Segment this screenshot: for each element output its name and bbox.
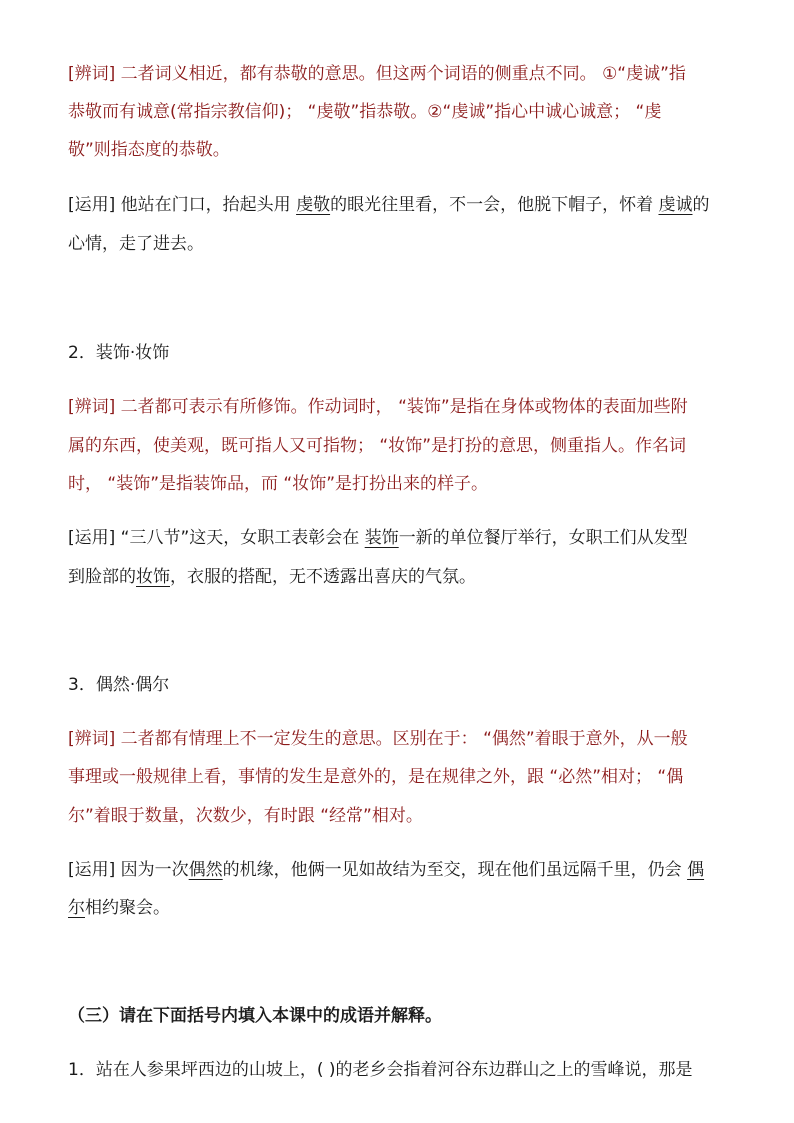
p4-text: 一新的单位餐厅举行，女职工们从发型 <box>398 528 688 548</box>
p2-text: 的眼光往里看，不一会，他脱下帽子，怀着 <box>330 195 659 215</box>
p4-text: 到脸部的 <box>68 567 136 587</box>
underlined-word: 偶然 <box>188 860 223 880</box>
p3-line2: 属的东西，使美观，既可指人又可指物； “妆饰”是打扮的意思，侧重指人。作名词 <box>68 436 687 456</box>
section-heading: （三）请在下面括号内填入本课中的成语并解释。 <box>68 1006 442 1026</box>
p3-line1: [辨词] 二者都可表示有所修饰。作动词时， “装饰”是指在身体或物体的表面加些附 <box>68 397 688 417</box>
p5-line3: 尔”着眼于数量，次数少，有时跟 “经常”相对。 <box>68 806 423 826</box>
p3-line3: 时， “装饰”是指装饰品，而 “妆饰”是打扮出来的样子。 <box>68 474 489 494</box>
underlined-word: 妆饰 <box>136 567 170 587</box>
p2-line1 <box>68 186 752 224</box>
underlined-word: 尔 <box>68 898 85 918</box>
p1-line3: 敬”则指态度的恭敬。 <box>68 140 230 160</box>
p6-text: [运用] 因为一次 <box>68 860 189 880</box>
p6-line2 <box>68 889 752 927</box>
p6-text: 的机缘，他俩一见如故结为至交，现在他们虽远隔千里，仍会 <box>222 860 688 880</box>
p5-line2: 事理或一般规律上看，事情的发生是意外的，是在规律之外，跟 “必然”相对； “偶 <box>68 767 684 787</box>
underlined-word: 虔敬 <box>296 195 331 215</box>
p4-text: ，衣服的搭配，无不透露出喜庆的气氛。 <box>170 567 476 587</box>
heading-3: 3．偶然·偶尔 <box>68 675 170 695</box>
p6-line1 <box>68 851 752 889</box>
p2-line2: 心情，走了进去。 <box>68 234 204 254</box>
p4-line2 <box>68 558 752 596</box>
p4-line1 <box>68 519 752 557</box>
p2-text: [运用] 他站在门口，抬起头用 <box>68 195 297 215</box>
p1-line2: 恭敬而有诚意(常指宗教信仰)； “虔敬”指恭敬。②“虔诚”指心中诚心诚意； “虔 <box>68 102 662 122</box>
underlined-word: 偶 <box>687 860 705 880</box>
heading-2: 2．装饰·妆饰 <box>68 343 170 363</box>
p4-text: [运用] “三八节”这天，女职工表彰会在 <box>68 528 365 548</box>
underlined-word: 装饰 <box>364 528 399 548</box>
underlined-word: 虔诚 <box>658 195 693 215</box>
p5-line1: [辨词] 二者都有情理上不一定发生的意思。区别在于： “偶然”着眼于意外，从一般 <box>68 729 688 749</box>
p2-text: 的 <box>692 195 710 215</box>
p1-line1: [辨词] 二者词义相近，都有恭敬的意思。但这两个词语的侧重点不同。 ①“虔诚”指 <box>68 64 686 84</box>
p6-text: 相约聚会。 <box>85 898 170 918</box>
question-1: 1．站在人参果坪西边的山坡上，( )的老乡会指着河谷东边群山之上的雪峰说，那是 <box>68 1060 693 1080</box>
